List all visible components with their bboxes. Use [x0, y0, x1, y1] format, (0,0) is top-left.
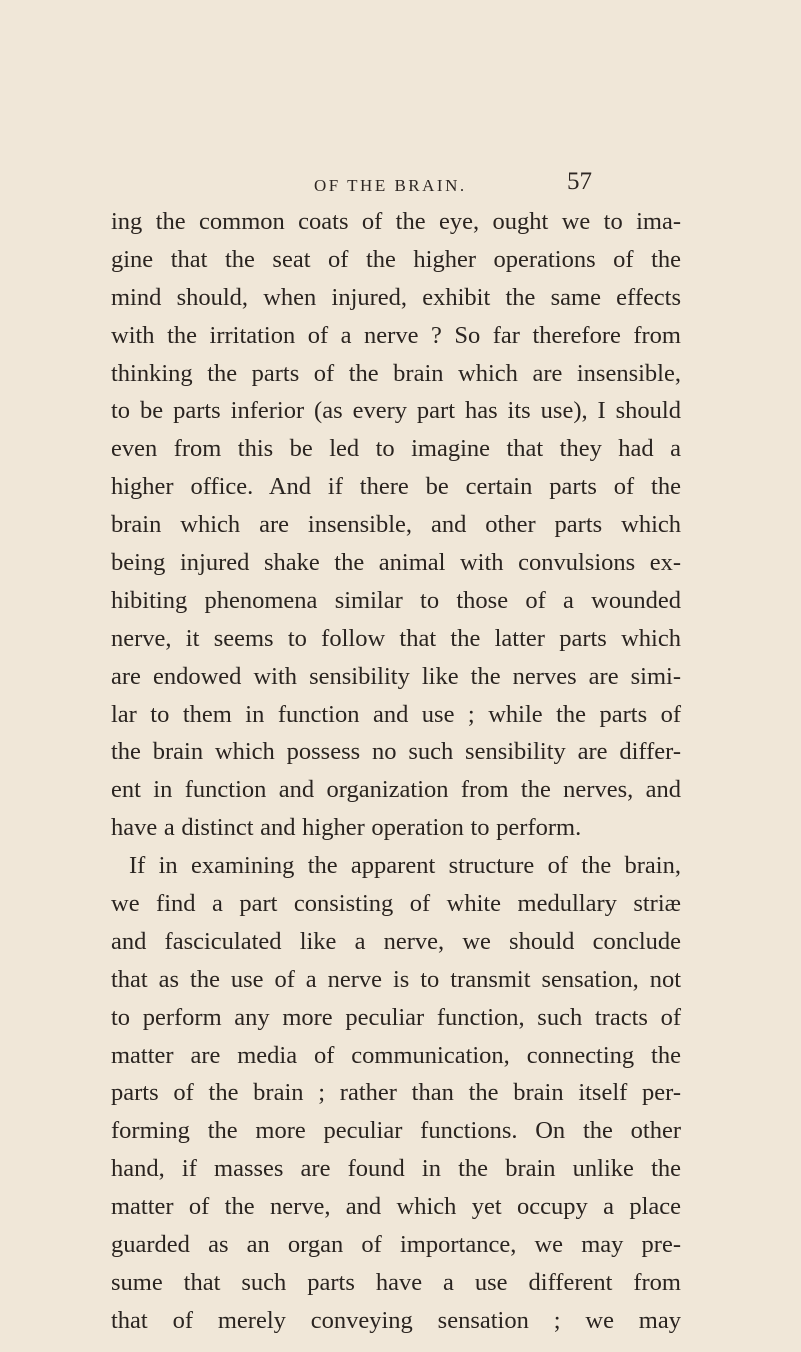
text-line: guarded as an organ of importance, we may pre-	[111, 1231, 681, 1259]
text-line: parts of the brain ; rather than the brain itself per-	[111, 1079, 681, 1107]
text-line: gine that the seat of the higher operations of the	[111, 245, 681, 273]
page-number: 57	[567, 168, 592, 195]
text-line: have a distinct and higher operation to perform.	[111, 814, 582, 842]
text-line: the brain which possess no such sensibility are differ-	[111, 738, 681, 766]
text-line: we find a part consisting of white medullary striæ	[111, 890, 681, 918]
text-line: that as the use of a nerve is to transmit sensation, not	[111, 965, 681, 993]
running-head	[0, 166, 801, 202]
text-line: that of merely conveying sensation ; we may	[111, 1306, 681, 1334]
text-line: hibiting phenomena similar to those of a wounded	[111, 586, 681, 614]
running-title: OF THE BRAIN.	[314, 176, 467, 195]
text-line: are endowed with sensibility like the nerves are simi-	[111, 662, 681, 690]
text-line: even from this be led to imagine that they had a	[111, 435, 681, 463]
text-line: being injured shake the animal with convulsions ex-	[111, 549, 681, 577]
text-line: to be parts inferior (as every part has its use), I should	[111, 397, 681, 425]
text-line: thinking the parts of the brain which are insensible,	[111, 359, 681, 387]
text-line: to perform any more peculiar function, such tracts of	[111, 1003, 681, 1031]
text-line: matter are media of communication, connecting the	[111, 1041, 681, 1069]
text-line: with the irritation of a nerve ? So far therefore from	[111, 321, 681, 349]
text-line: ing the common coats of the eye, ought we to ima-	[111, 208, 681, 235]
text-line: sume that such parts have a use different from	[111, 1268, 681, 1296]
text-line: and fasciculated like a nerve, we should conclude	[111, 927, 681, 955]
text-line: brain which are insensible, and other parts which	[111, 511, 681, 539]
text-line: lar to them in function and use ; while the parts of	[111, 700, 681, 728]
text-line: If in examining the apparent structure of the brain,	[129, 852, 681, 880]
text-line: mind should, when injured, exhibit the same effects	[111, 283, 681, 311]
text-line: matter of the nerve, and which yet occupy a place	[111, 1193, 681, 1221]
text-line: ent in function and organization from the nerves, and	[111, 776, 681, 804]
text-line: nerve, it seems to follow that the latter parts which	[111, 624, 681, 652]
text-line: hand, if masses are found in the brain unlike the	[111, 1155, 681, 1183]
text-line: forming the more peculiar functions. On the other	[111, 1117, 681, 1145]
text-line: higher office. And if there be certain parts of the	[111, 473, 681, 501]
body-text	[111, 203, 681, 1340]
